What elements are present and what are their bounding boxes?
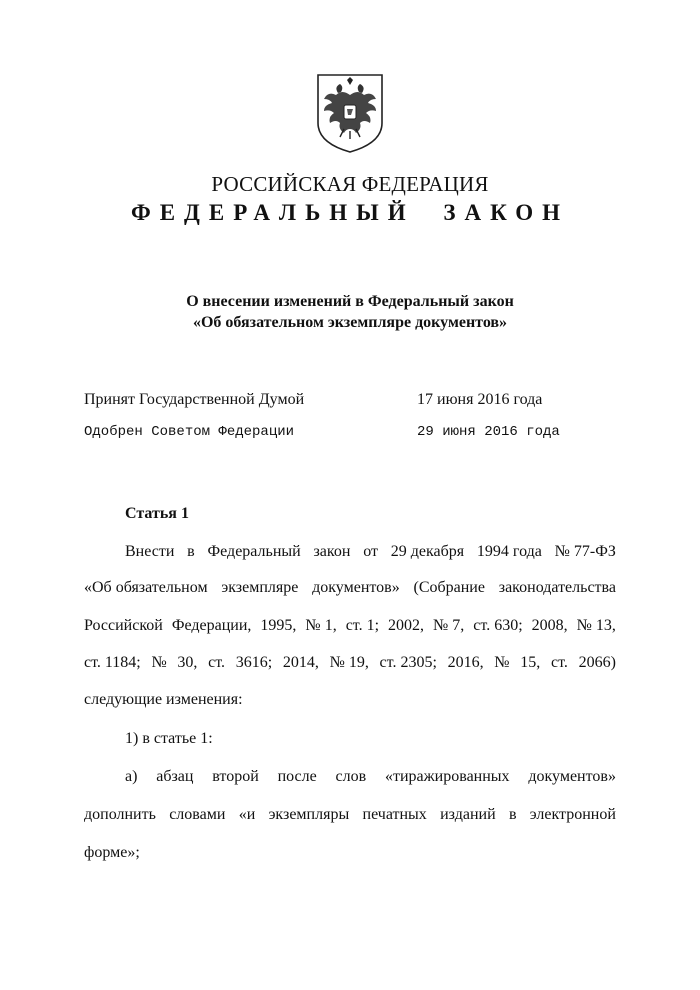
word: абзац bbox=[156, 768, 194, 785]
word: № bbox=[151, 654, 167, 671]
word: документов» bbox=[528, 768, 616, 785]
word: в bbox=[187, 543, 195, 560]
coat-of-arms-icon bbox=[314, 71, 386, 155]
word: «тиражированных bbox=[384, 768, 510, 785]
word: ст. 1; bbox=[345, 617, 380, 634]
word: ст. bbox=[550, 654, 568, 671]
paragraph-line: следующие изменения: bbox=[84, 691, 243, 708]
word: законодательства bbox=[498, 579, 616, 596]
word: второй bbox=[212, 768, 259, 785]
word: экземпляре bbox=[221, 579, 299, 596]
word: Федеральный bbox=[207, 543, 301, 560]
word: слов bbox=[335, 768, 367, 785]
law-subject-line-1: О внесении изменений в Федеральный закон bbox=[186, 293, 514, 310]
word: ст. bbox=[208, 654, 226, 671]
word: а) bbox=[125, 768, 138, 785]
word: изданий bbox=[440, 806, 496, 823]
paragraph-line bbox=[84, 654, 616, 672]
word: 3616; bbox=[235, 654, 273, 671]
word: 30, bbox=[177, 654, 198, 671]
sub-item-line bbox=[125, 768, 616, 786]
word: «и bbox=[238, 806, 256, 823]
article-title: Статья 1 bbox=[125, 505, 189, 522]
word: № 7, bbox=[433, 617, 465, 634]
word: (Собрание bbox=[413, 579, 485, 596]
word: документов» bbox=[312, 579, 400, 596]
word: 15, bbox=[520, 654, 541, 671]
word: печатных bbox=[362, 806, 427, 823]
sub-item-line: форме»; bbox=[84, 844, 140, 861]
word: от bbox=[363, 543, 378, 560]
adoption-duma-date: 17 июня 2016 года bbox=[417, 391, 543, 408]
sub-item-line bbox=[84, 806, 616, 824]
word: № bbox=[494, 654, 510, 671]
word: № 1, bbox=[305, 617, 337, 634]
word: 29 декабря bbox=[390, 543, 465, 560]
word: Российской bbox=[84, 617, 163, 634]
word: ст. 1184; bbox=[84, 654, 141, 671]
word: № 19, bbox=[329, 654, 369, 671]
word: 1994 года bbox=[476, 543, 542, 560]
word: 2066) bbox=[578, 654, 616, 671]
word: экземпляры bbox=[268, 806, 350, 823]
word: 2014, bbox=[282, 654, 319, 671]
list-item: 1) в статье 1: bbox=[125, 730, 213, 747]
word: 2002, bbox=[388, 617, 425, 634]
word: Внести bbox=[125, 543, 175, 560]
word: дополнить bbox=[84, 806, 156, 823]
word: электронной bbox=[529, 806, 616, 823]
word: закон bbox=[313, 543, 351, 560]
word: № 13, bbox=[576, 617, 616, 634]
word: 2016, bbox=[447, 654, 484, 671]
paragraph-line bbox=[125, 543, 616, 561]
word: в bbox=[508, 806, 517, 823]
word: 1995, bbox=[260, 617, 297, 634]
paragraph-line bbox=[84, 617, 616, 635]
adoption-duma-label: Принят Государственной Думой bbox=[84, 391, 305, 408]
word: 2008, bbox=[531, 617, 568, 634]
law-type-heading: ФЕДЕРАЛЬНЫЙ ЗАКОН bbox=[130, 200, 570, 225]
word: после bbox=[277, 768, 317, 785]
word: «Об обязательном bbox=[84, 579, 208, 596]
law-subject-line-2: «Об обязательном экземпляре документов» bbox=[192, 314, 508, 331]
country-name: РОССИЙСКАЯ ФЕДЕРАЦИЯ bbox=[211, 172, 489, 196]
word: № 77-ФЗ bbox=[554, 543, 616, 560]
word: словами bbox=[169, 806, 226, 823]
adoption-council-label: Одобрен Советом Федерации bbox=[84, 424, 295, 440]
paragraph-line bbox=[84, 579, 616, 597]
word: ст. 630; bbox=[473, 617, 523, 634]
word: ст. 2305; bbox=[379, 654, 437, 671]
adoption-council-date: 29 июня 2016 года bbox=[417, 424, 560, 440]
word: Федерации, bbox=[171, 617, 252, 634]
